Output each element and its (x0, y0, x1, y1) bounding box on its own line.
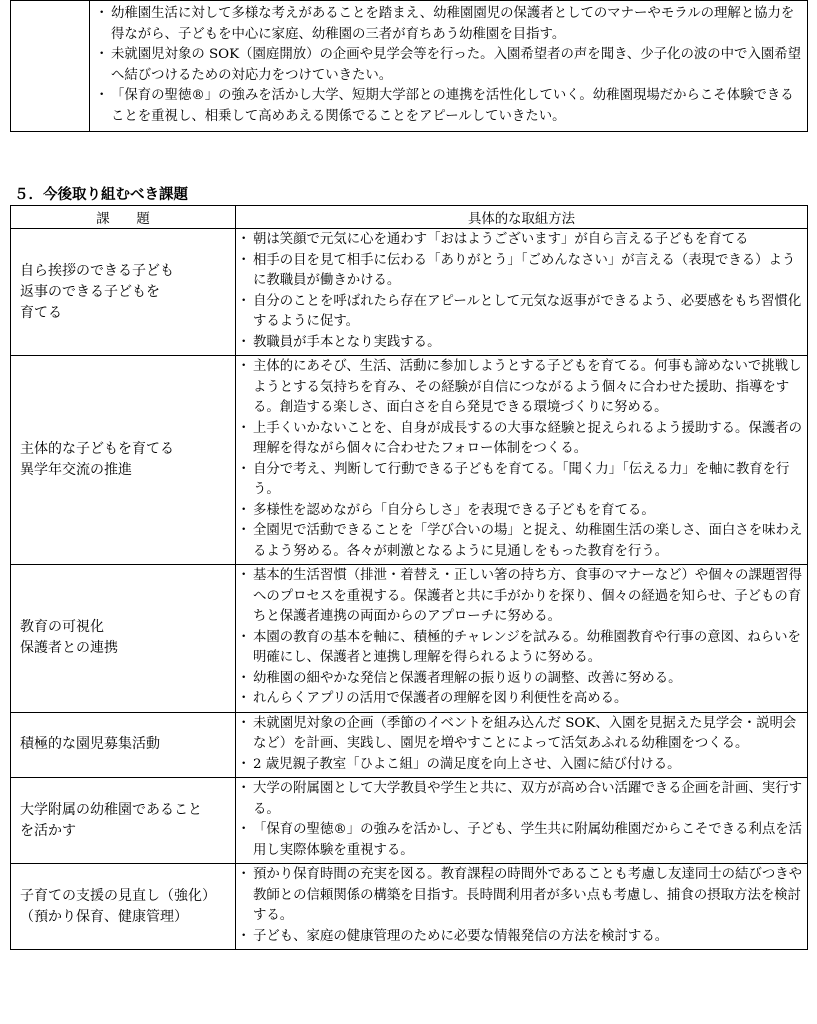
previous-section-table (10, 0, 808, 132)
previous-section-label-cell (11, 1, 90, 132)
table-row (11, 778, 808, 864)
method-item: ・ 基本的生活習慣（排泄・着替え・正しい箸の持ち方、食事のマナーなど）や個々の課題習得へのプロセスを重視する。保護者と共に手がかりを探り、個々の経過を知らせ、子どもの育ちと保護者連携の両面からのアプローチに努める。 (240, 566, 804, 628)
table-row (11, 712, 808, 778)
issue-line: 主体的な子どもを育てる (20, 441, 174, 457)
method-item: ・ 全園児で活動できることを「学び合いの場」と捉え、幼稚園生活の楽しさ、面白さを味わえるよう努める。各々が刺激となるように見通しをもった教育を行う。 (240, 521, 804, 562)
method-item: ・ 幼稚園の細やかな発信と保護者理解の振り返りの調整、改善に努める。 (240, 669, 804, 690)
header-issue: 課 題 (11, 206, 236, 229)
issue-cell (11, 356, 236, 565)
issues-table (10, 205, 808, 950)
issue-cell (11, 229, 236, 356)
top-item: ・ 幼稚園生活に対して多様な考えがあることを踏まえ、幼稚園園児の保護者としてのマナーやモラルの理解と協力を得ながら、子どもを中心に家庭、幼稚園の三者が育ちあう幼稚園を目指す。 (98, 4, 803, 45)
issue-cell (11, 565, 236, 713)
section-heading: ５．今後取り組むべき課題 (14, 187, 188, 203)
method-item: ・ 「保育の聖徳®」の強みを活かし、子ども、学生共に附属幼稚園だからこそできる利点を活用し実際体験を重視する。 (240, 820, 804, 861)
issue-line: 異学年交流の推進 (20, 462, 132, 478)
method-item: ・ 大学の附属園として大学教員や学生と共に、双方が高め合い活躍できる企画を計画、実行する。 (240, 779, 804, 820)
issue-line: 返事のできる子どもを (20, 283, 160, 300)
method-item: ・ 預かり保育時間の充実を図る。教育課程の時間外であることも考慮し友達同士の結びつきや教師との信頼関係の構築を目指す。長時間利用者が多い点も考慮し、捕食の摂取方法を検討する。 (240, 865, 804, 927)
header-methods: 具体的な取組方法 (236, 206, 808, 229)
method-item: ・ れんらくアプリの活用で保護者の理解を図り利便性を高める。 (240, 689, 804, 710)
methods-cell (236, 356, 808, 565)
method-item: ・ 上手くいかないことを、自身が成長するの大事な経験と捉えられるよう援助する。保護者の理解を得ながら個々に合わせたフォロー体制をつくる。 (240, 419, 804, 460)
top-item: ・ 「保育の聖徳®」の強みを活かし大学、短期大学部との連携を活性化していく。幼稚園現場だからこそ体験できることを重視し、相乗して高めあえる関係でることをアピールしていきたい。 (98, 86, 803, 127)
methods-cell (236, 565, 808, 713)
methods-cell (236, 864, 808, 950)
issue-line: （預かり保育、健康管理） (20, 908, 188, 925)
method-item: ・ 自分で考え、判断して行動できる子どもを育てる。「聞く力」「伝える力」を軸に教育を行う。 (240, 460, 804, 501)
method-item: ・ 朝は笑顔で元気に心を通わす「おはようございます」が自ら言える子どもを育てる (240, 230, 804, 251)
issue-line: を活かす (20, 822, 76, 839)
issue-line: 積極的な園児募集活動 (20, 736, 160, 753)
method-item: ・ 未就園児対象の企画（季節のイベントを組み込んだ SOK、入園を見据えた見学会・説明会など）を計画、実践し、園児を増やすことによって活気あふれる幼稚園をつくる。 (240, 714, 804, 755)
issue-line: 教育の可視化 (20, 619, 104, 636)
methods-cell (236, 229, 808, 356)
methods-cell (236, 778, 808, 864)
table-row (11, 229, 808, 356)
issue-line: 育てる (20, 304, 62, 321)
method-item: ・ 教職員が手本となり実践する。 (240, 333, 804, 354)
issue-line: 保護者との連携 (20, 640, 118, 657)
issue-cell (11, 778, 236, 864)
issue-line: 自ら挨拶のできる子ども (20, 262, 174, 279)
previous-section-content-cell (90, 1, 808, 132)
issue-line: 大学附属の幼稚園であること (20, 801, 202, 818)
issue-line: 子育ての支援の見直し（強化） (20, 887, 216, 904)
issue-cell (11, 712, 236, 778)
method-item: ・ 相手の目を見て相手に伝わる「ありがとう」「ごめんなさい」が言える（表現できる）ように教職員が働きかける。 (240, 251, 804, 292)
methods-cell (236, 712, 808, 778)
table-row (11, 864, 808, 950)
method-item: ・ 子ども、家庭の健康管理のために必要な情報発信の方法を検討する。 (240, 927, 804, 948)
method-item: ・ 多様性を認めながら「自分らしさ」を表現できる子どもを育てる。 (240, 501, 804, 522)
method-item: ・ 本園の教育の基本を軸に、積極的チャレンジを試みる。幼稚園教育や行事の意図、ねらいを明確にし、保護者と連携し理解を得られるように努める。 (240, 628, 804, 669)
method-item: ・ 主体的にあそび、生活、活動に参加しようとする子どもを育てる。何事も諦めないで挑戦しようとする気持ちを育み、その経験が自信につながるよう個々に合わせた援助、指導をする。創造する楽しさ、面白さを自ら発見できる環境づくりに努める。 (240, 357, 804, 419)
issue-cell (11, 864, 236, 950)
top-item: ・ 未就園児対象の SOK（園庭開放）の企画や見学会等を行った。入園希望者の声を聞き、少子化の波の中で入園希望へ結びつけるための対応力をつけていきたい。 (98, 45, 803, 86)
method-item: ・ 2 歳児親子教室「ひよこ組」の満足度を向上させ、入園に結び付ける。 (240, 755, 804, 776)
method-item: ・ 自分のことを呼ばれたら存在アピールとして元気な返事ができるよう、必要感をもち習慣化するように促す。 (240, 292, 804, 333)
table-row (11, 565, 808, 713)
table-header-row (11, 206, 808, 229)
table-row (11, 356, 808, 565)
